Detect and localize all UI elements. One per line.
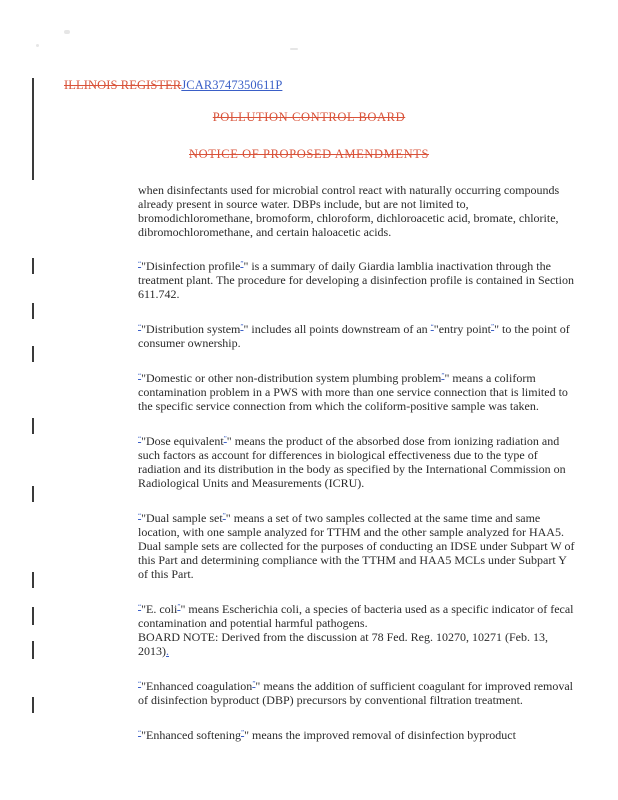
revision-bar	[32, 303, 34, 319]
revision-bar	[32, 607, 34, 625]
board-title: POLLUTION CONTROL BOARD	[212, 110, 406, 124]
definition-disinfection-profile: “"Disinfection profile”" is a summary of daily Giardia lamblia inactivation through the treatment plant. The procedure for developing a disinfection profile is contained in Section 611.742.	[138, 259, 574, 301]
definition-enhanced-softening: “"Enhanced softening”" means the improved removal of disinfection byproduct	[138, 728, 516, 742]
scan-smudge	[290, 48, 298, 50]
definition-dual-sample-set: “"Dual sample set”" means a set of two samples collected at the same time and same location, with one sample analyzed for TTHM and the other sample analyzed for HAA5. Dual sample sets are collected for the purposes of conducting an IDSE under Subpart W of this Part and determining compliance with the TTHM and HAA5 MCLs under Subpart Y of this Part.	[138, 511, 575, 581]
revision-bar	[32, 78, 34, 180]
revision-bar	[32, 641, 34, 659]
revision-bar	[32, 572, 34, 588]
revision-bar	[32, 258, 34, 274]
scan-smudge	[64, 30, 70, 34]
revision-bar	[32, 346, 34, 362]
register-header	[64, 78, 282, 93]
document-body	[138, 183, 578, 761]
paragraph-continuation: when disinfectants used for microbial control react with naturally occurring compounds already present in source water. DBPs include, but are not limited to, bromodichloromethane, bromoform, chloroform, dichloroacetic acid, bromate, chlorite, dibromochloromethane, and certain haloacetic acids.	[138, 183, 560, 239]
revision-bar	[32, 697, 34, 713]
definition-enhanced-coagulation: “"Enhanced coagulation”" means the addition of sufficient coagulant for improved removal of disinfection byproduct (DBP) precursors by conventional filtration treatment.	[138, 679, 574, 707]
scan-smudge	[36, 44, 39, 47]
deleted-register-title: ILLINOIS REGISTER	[64, 78, 182, 92]
notice-title: NOTICE OF PROPOSED AMENDMENTS	[189, 147, 429, 161]
definition-e-coli: “"E. coli”" means Escherichia coli, a species of bacteria used as a specific indicator of fecal contamination and potential harmful pathogens. BOARD NOTE: Derived from the discussion at 78 Fed. Reg. 10270, 10271 (Feb. 13, 2013).	[138, 602, 574, 658]
revision-bar	[32, 418, 34, 434]
revision-bar	[32, 486, 34, 502]
definition-dose-equivalent: “"Dose equivalent”" means the product of the absorbed dose from ionizing radiation and such factors as account for differences in biological effectiveness due to the type of radiation and its distribution in the body as specified by the International Commission on Radiological Units and Measurements (ICRU).	[138, 434, 566, 490]
definition-distribution-system: “"Distribution system”" includes all points downstream of an “"entry point”" to the point of consumer ownership.	[138, 322, 570, 350]
definition-domestic-plumbing-problem: “"Domestic or other non-distribution system plumbing problem”" means a coliform contamination problem in a PWS with more than one service connection that is limited to the specific service connection from which the coliform-positive sample was taken.	[138, 371, 568, 413]
inserted-register-id: JCAR3747350611P	[181, 78, 283, 92]
